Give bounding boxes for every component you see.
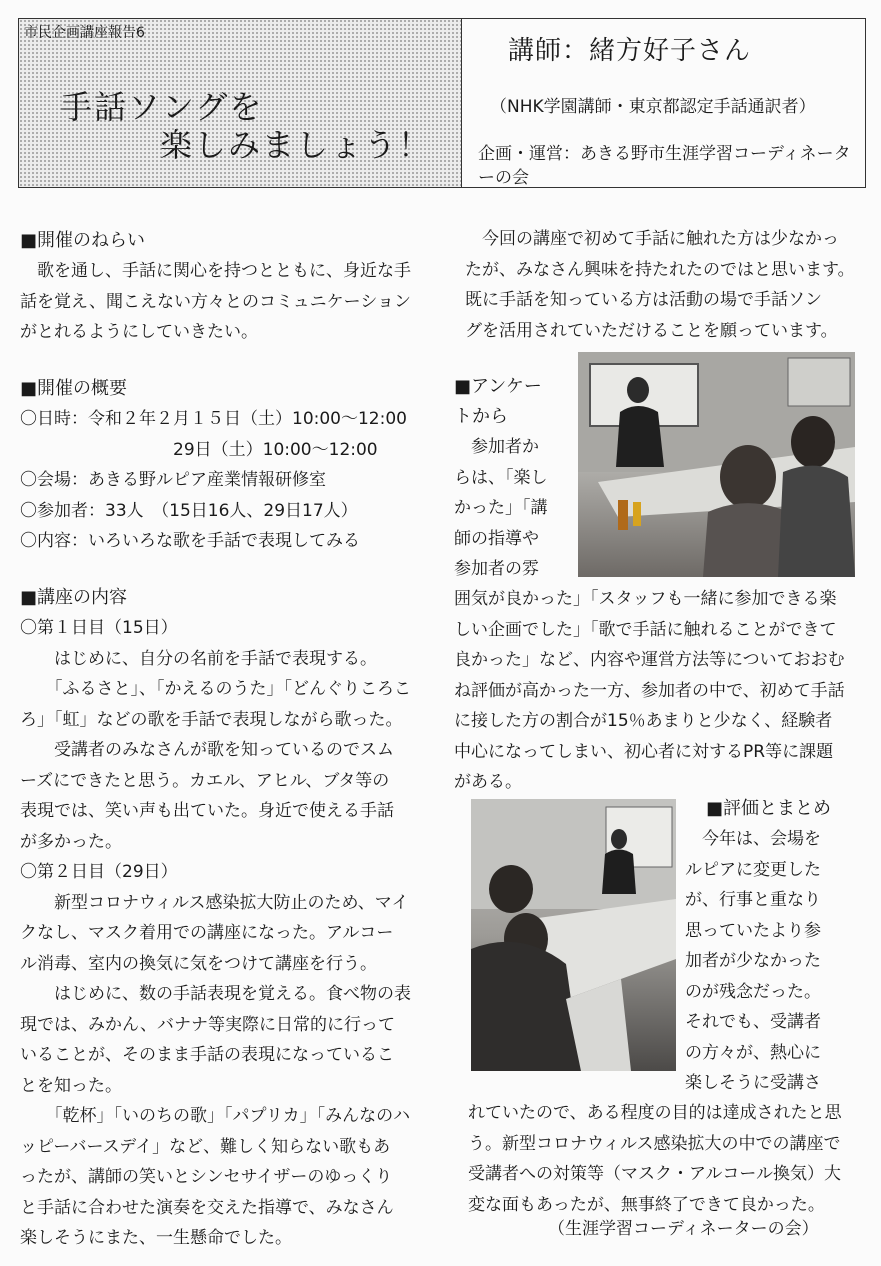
- evaluation-line: 楽しそうに受講さ: [685, 1073, 821, 1093]
- content-line: が多かった。: [20, 831, 122, 852]
- survey-line: 師の指導や: [454, 528, 539, 549]
- content-line: ったが、講師の笑いとシンセサイザーのゆっくり: [20, 1167, 393, 1187]
- content-line: ル消毒、室内の換気に気をつけて講座を行う。: [20, 953, 377, 974]
- intro-line: たが、みなさん興味を持たれたのではと思います。: [465, 259, 855, 280]
- class-photo-1-image: [578, 352, 855, 577]
- aim-body: [20, 256, 411, 348]
- class-photo-2: [471, 799, 676, 1071]
- survey-heading-cont: トから: [454, 406, 508, 427]
- evaluation-line: 変な面もあったが、無事終了できて良かった。: [468, 1194, 825, 1215]
- content-line: ッピーバースデイ」など、難しく知らない歌もあ: [20, 1136, 391, 1157]
- content-line: とを知った。: [20, 1075, 122, 1096]
- content-body: [20, 613, 411, 1254]
- overview-line: 〇内容：いろいろな歌を手話で表現してみる: [20, 531, 360, 551]
- evaluation-heading: ■評価とまとめ: [706, 798, 832, 819]
- content-line: はじめに、数の手話表現を覚える。食べ物の表: [20, 984, 411, 1004]
- intro-body: [465, 224, 855, 346]
- organizer: 企画・運営：あきる野市生涯学習コーディネーターの会: [478, 144, 851, 188]
- survey-line: 良かった」など、内容や運営方法等についておおむ: [454, 650, 845, 670]
- survey-narrow-body: [454, 432, 548, 585]
- evaluation-line: う。新型コロナウィルス感染拡大の中での講座で: [468, 1133, 841, 1154]
- overview-line: 29日（土）10:00～12:00: [20, 439, 378, 460]
- overview-line: 〇会場：あきる野ルピア産業情報研修室: [20, 470, 326, 490]
- aim-line: 話を覚え、聞こえない方々とのコミュニケーション: [20, 291, 411, 312]
- content-line: はじめに、自分の名前を手話で表現する。: [20, 648, 377, 669]
- instructor-affiliation: （NHK学園講師・東京都認定手話通訳者）: [490, 97, 816, 117]
- content-line: 受講者のみなさんが歌を知っているのでスム: [20, 740, 394, 760]
- content-line: 「乾杯」「いのちの歌」「パプリカ」「みんなのハ: [20, 1106, 411, 1126]
- survey-line: ね評価が高かった一方、参加者の中で、初めて手話: [454, 680, 845, 701]
- series-label: 市民企画講座報告6: [24, 25, 145, 41]
- content-line: 楽しそうにまた、一生懸命でした。: [20, 1228, 292, 1248]
- content-line: ろ」「虹」などの歌を手話で表現しながら歌った。: [20, 709, 403, 730]
- evaluation-line: ルピアに変更した: [685, 859, 821, 880]
- content-line: 〇第１日目（15日）: [20, 618, 178, 638]
- intro-line: グを活用されていただけることを願っています。: [465, 320, 838, 341]
- aim-heading: ■開催のねらい: [20, 230, 146, 251]
- evaluation-line: れていたので、ある程度の目的は達成されたと思: [468, 1103, 842, 1123]
- evaluation-line: が、行事と重なり: [685, 890, 821, 910]
- overview-line: 〇参加者：33人 （15日16人、29日17人）: [20, 500, 358, 521]
- content-line: いることが、そのまま手話の表現になっているこ: [20, 1045, 394, 1065]
- survey-line: に接した方の割合が15％あまりと少なく、経験者: [454, 711, 833, 731]
- survey-line: かった」「講: [454, 498, 548, 518]
- evaluation-line: 加者が少なかった: [685, 951, 821, 971]
- survey-line: 囲気が良かった」「スタッフも一緒に参加できる楽: [454, 589, 837, 609]
- evaluation-line: それでも、受講者: [685, 1012, 821, 1032]
- survey-line: 中心になってしまい、初心者に対するPR等に課題: [454, 741, 834, 762]
- title-line-2: 楽しみましょう！: [160, 126, 433, 164]
- evaluation-line: 今年は、会場を: [685, 829, 821, 849]
- survey-line: 参加者か: [454, 437, 539, 457]
- evaluation-narrow-body: [685, 824, 821, 1099]
- survey-line: しい企画でした」「歌で手話に触れることができて: [454, 619, 837, 640]
- evaluation-line: 受講者への対策等（マスク・アルコール換気）大: [468, 1164, 841, 1184]
- content-line: と手話に合わせた演奏を交えた指導で、みなさん: [20, 1197, 394, 1218]
- evaluation-line: のが残念だった。: [685, 981, 821, 1002]
- aim-line: がとれるようにしていきたい。: [20, 322, 258, 342]
- evaluation-body: [468, 1098, 842, 1220]
- content-line: 表現では、笑い声も出ていた。身近で使える手話: [20, 801, 394, 821]
- content-line: クなし、マスク着用での講座になった。アルコー: [20, 923, 394, 943]
- survey-heading: ■アンケー: [454, 376, 542, 397]
- content-line: 〇第２日目（29日）: [20, 862, 178, 882]
- intro-line: 今回の講座で初めて手話に触れた方は少なかっ: [465, 229, 839, 249]
- content-heading: ■講座の内容: [20, 587, 128, 608]
- overview-body: [20, 404, 407, 557]
- title-line-1: 手話ソングを: [60, 88, 264, 126]
- content-line: 「ふるさと」、「かえるのうた」「どんぐりころこ: [20, 679, 411, 699]
- content-line: ーズにできたと思う。カエル、アヒル、ブタ等の: [20, 770, 390, 791]
- survey-body: [454, 584, 845, 798]
- aim-line: 歌を通し、手話に関心を持つとともに、身近な手: [20, 261, 411, 281]
- overview-line: 〇日時：令和２年２月１５日（土）10:00～12:00: [20, 409, 407, 429]
- survey-line: がある。: [454, 772, 522, 792]
- intro-line: 既に手話を知っている方は活動の場で手話ソン: [465, 290, 822, 310]
- content-line: 現では、みかん、バナナ等実際に日常的に行って: [20, 1014, 396, 1035]
- class-photo-1: [578, 352, 855, 577]
- content-line: 新型コロナウィルス感染拡大防止のため、マイ: [20, 892, 409, 913]
- signature: （生涯学習コーディネーターの会）: [548, 1219, 819, 1239]
- class-photo-2-image: [471, 799, 676, 1071]
- survey-line: 参加者の雰: [454, 559, 539, 579]
- instructor-name: 講師：緒方好子さん: [508, 36, 752, 66]
- evaluation-line: の方々が、熱心に: [685, 1042, 821, 1063]
- overview-heading: ■開催の概要: [20, 378, 128, 399]
- evaluation-line: 思っていたより参: [685, 920, 821, 941]
- survey-line: らは、「楽し: [454, 467, 548, 488]
